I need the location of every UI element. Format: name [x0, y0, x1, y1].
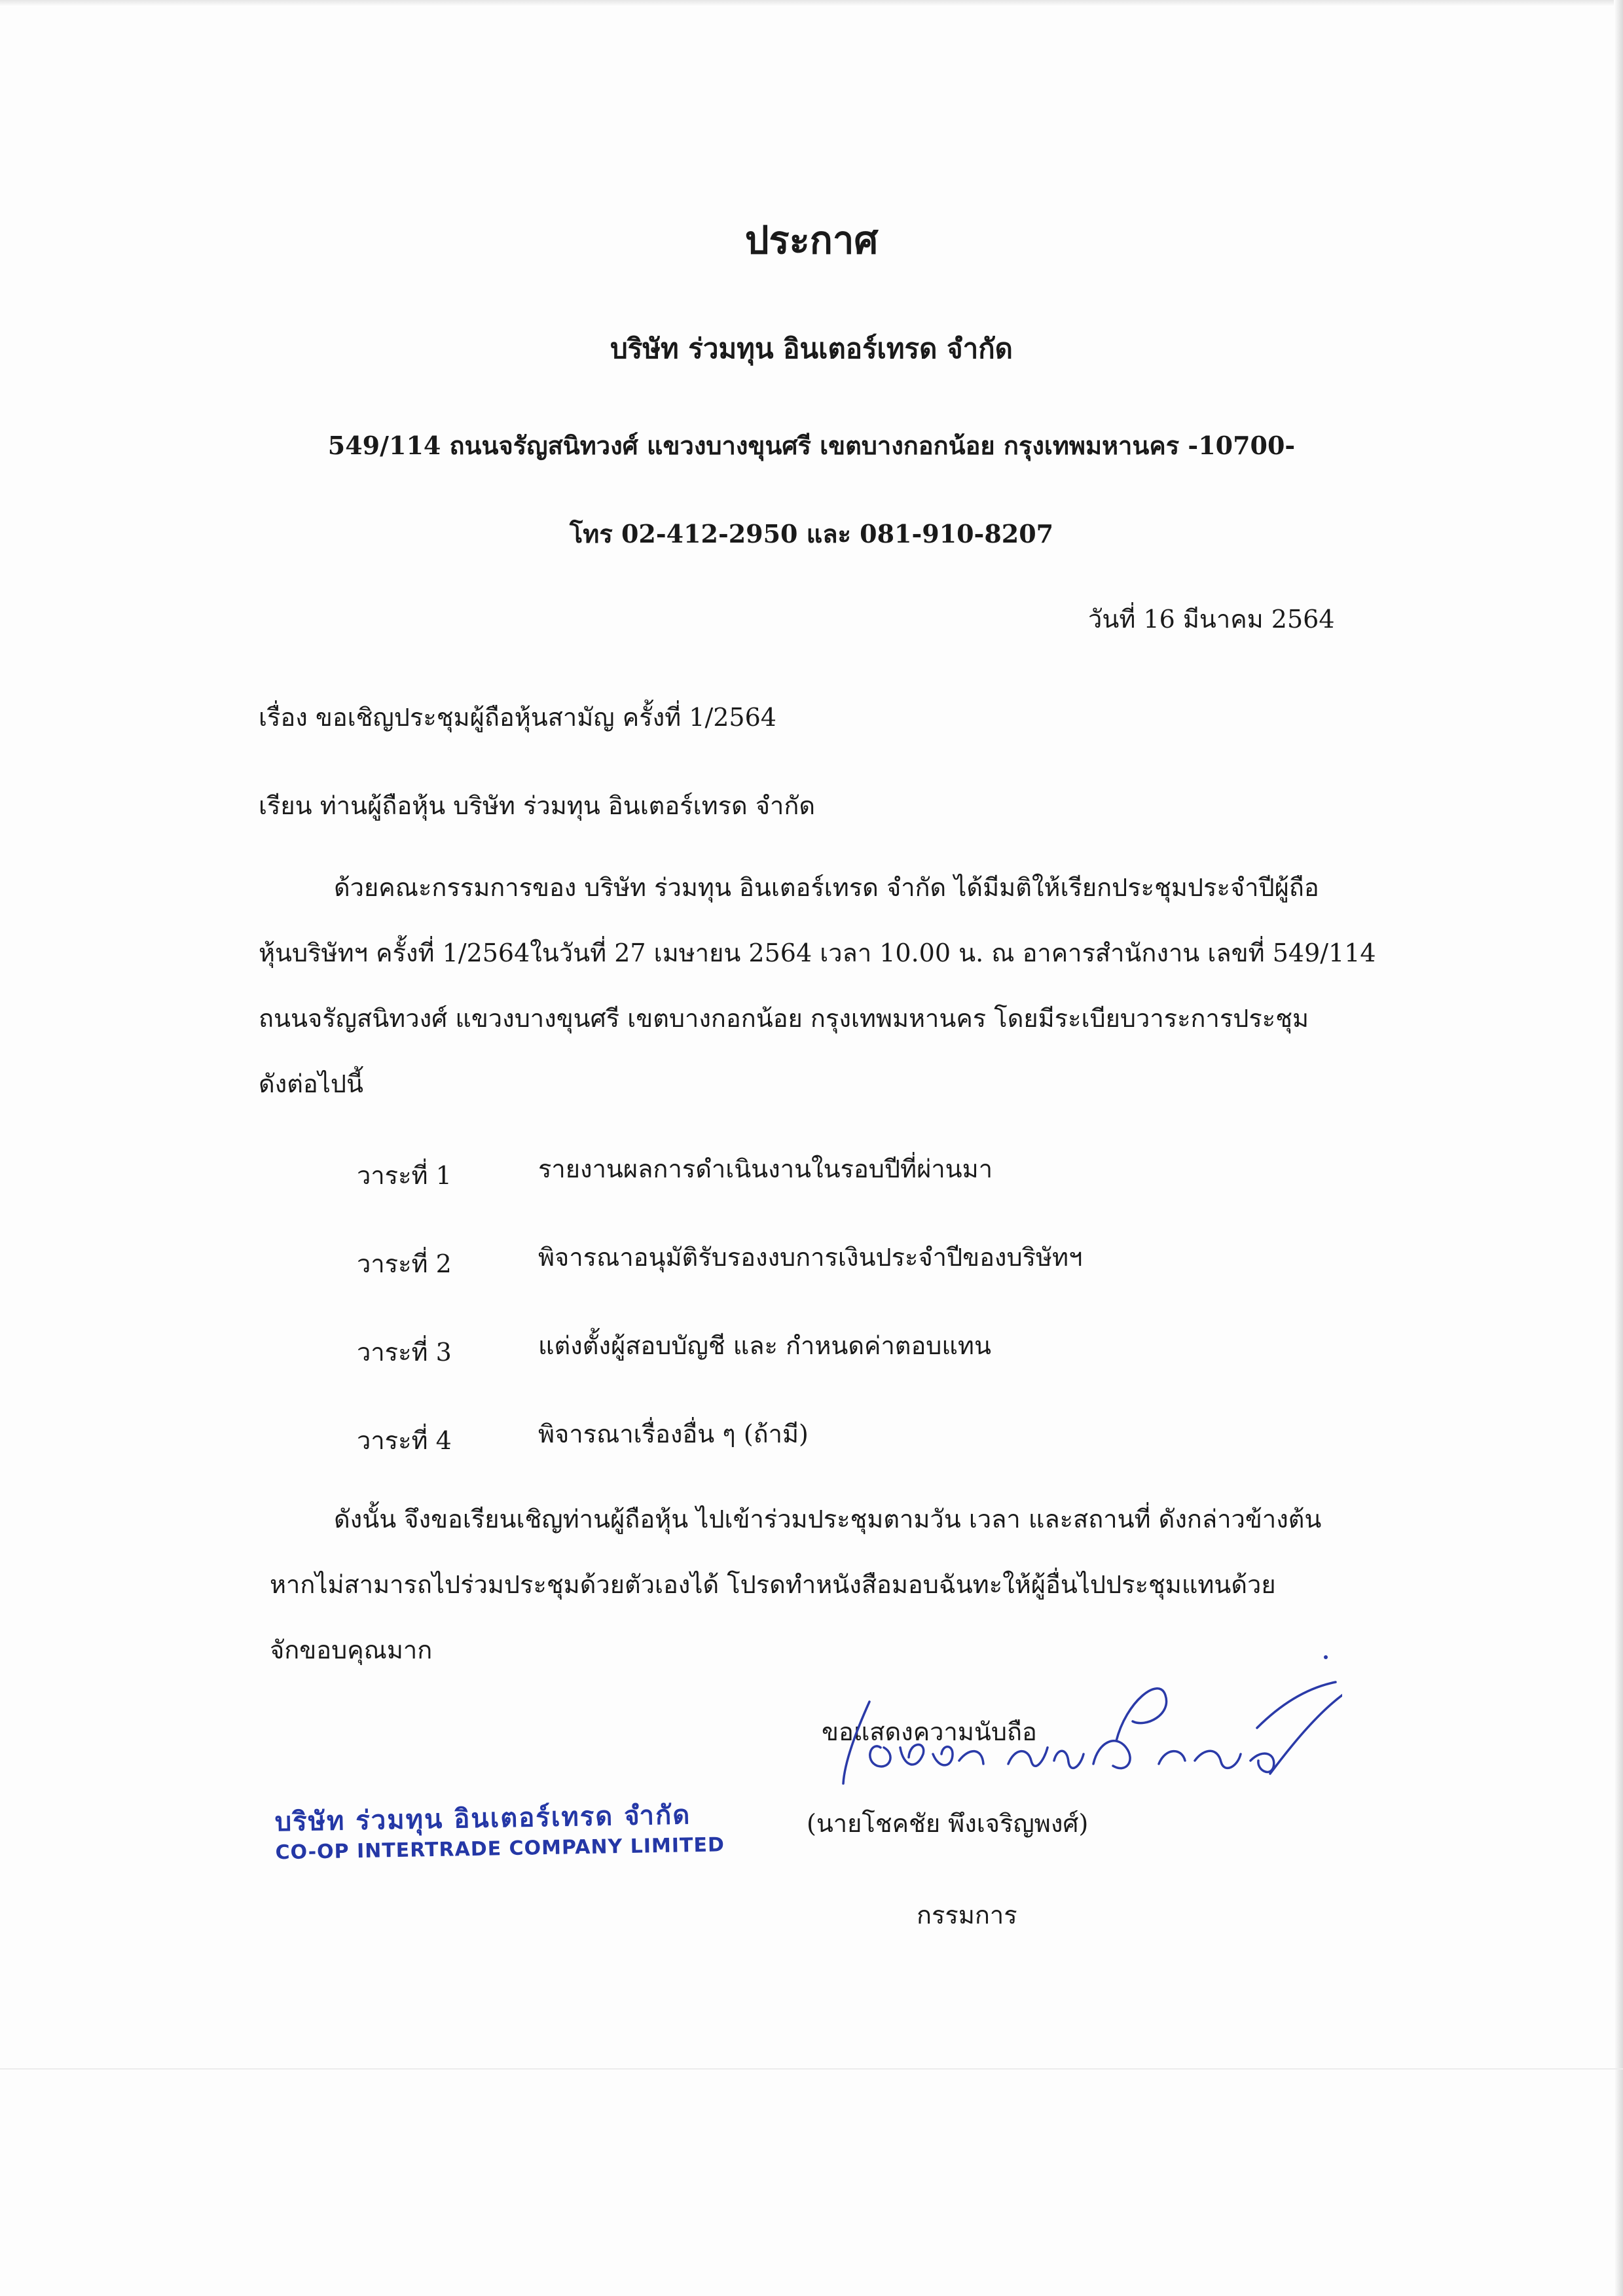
paragraph1-line: ดังต่อไปนี้ [259, 1069, 363, 1098]
stamp-english-name: CO-OP INTERTRADE COMPANY LIMITED [275, 1833, 725, 1865]
company-name: บริษัท ร่วมทุน อินเตอร์เทรด จำกัด [610, 332, 1013, 365]
subject-line: เรื่อง ขอเชิญประชุมผู้ถือหุ้นสามัญ ครั้งที่ 1/2564 [259, 703, 776, 732]
scan-artifact-line [0, 2068, 1623, 2070]
paragraph1-line: ถนนจรัญสนิทวงศ์ แขวงบางขุนศรี เขตบางกอกน้อย กรุงเทพมหานคร โดยมีระเบียบวาระการประชุม [259, 1004, 1309, 1033]
company-phone: โทร 02-412-2950 และ 081-910-8207 [569, 519, 1054, 548]
closing-line: ขอแสดงความนับถือ [822, 1717, 1037, 1746]
paragraph2-line: หากไม่สามารถไปร่วมประชุมด้วยตัวเองได้ โปรดทำหนังสือมอบฉันทะให้ผู้อื่นไปประชุมแทนด้วย [270, 1570, 1276, 1599]
document-date: วันที่ 16 มีนาคม 2564 [1088, 605, 1335, 634]
agenda-number: วาระที่ 4 [357, 1426, 452, 1455]
stamp-thai-name: บริษัท ร่วมทุน อินเตอร์เทรด จำกัด [274, 1800, 691, 1838]
paragraph1-line: หุ้นบริษัทฯ ครั้งที่ 1/2564ในวันที่ 27 เมษายน 2564 เวลา 10.00 น. ณ อาคารสำนักงาน เลขที่ 549/114 [259, 939, 1376, 967]
company-address: 549/114 ถนนจรัญสนิทวงศ์ แขวงบางขุนศรี เขตบางกอกน้อย กรุงเทพมหานคร -10700- [327, 431, 1296, 460]
agenda-number: วาระที่ 3 [357, 1338, 452, 1367]
agenda-text: พิจารณาอนุมัติรับรองงบการเงินประจำปีของบริษัทฯ [538, 1243, 1083, 1272]
paragraph2-line: จักขอบคุณมาก [270, 1636, 433, 1664]
agenda-text: รายงานผลการดำเนินงานในรอบปีที่ผ่านมา [538, 1155, 993, 1183]
scan-edge-top [0, 0, 1623, 7]
recipient-line: เรียน ท่านผู้ถือหุ้น บริษัท ร่วมทุน อินเตอร์เทรด จำกัด [259, 791, 816, 820]
signer-name: (นายโชคชัย พึงเจริญพงศ์) [807, 1809, 1089, 1838]
handwritten-signature [818, 1649, 1342, 1806]
signer-position: กรรมการ [917, 1901, 1017, 1929]
agenda-number: วาระที่ 2 [357, 1249, 452, 1278]
agenda-number: วาระที่ 1 [357, 1161, 452, 1190]
agenda-text: พิจารณาเรื่องอื่น ๆ (ถ้ามี) [538, 1420, 809, 1448]
agenda-text: แต่งตั้งผู้สอบบัญชี และ กำหนดค่าตอบแทน [538, 1331, 991, 1360]
paragraph2-line: ดังนั้น จึงขอเรียนเชิญท่านผู้ถือหุ้น ไปเข้าร่วมประชุมตามวัน เวลา และสถานที่ ดังกล่าวข้างต้น [334, 1505, 1322, 1534]
company-stamp [274, 1793, 747, 1865]
page-title: ประกาศ [744, 218, 879, 262]
paragraph1-line: ด้วยคณะกรรมการของ บริษัท ร่วมทุน อินเตอร์เทรด จำกัด ได้มีมติให้เรียกประชุมประจำปีผู้ถือ [334, 873, 1319, 902]
